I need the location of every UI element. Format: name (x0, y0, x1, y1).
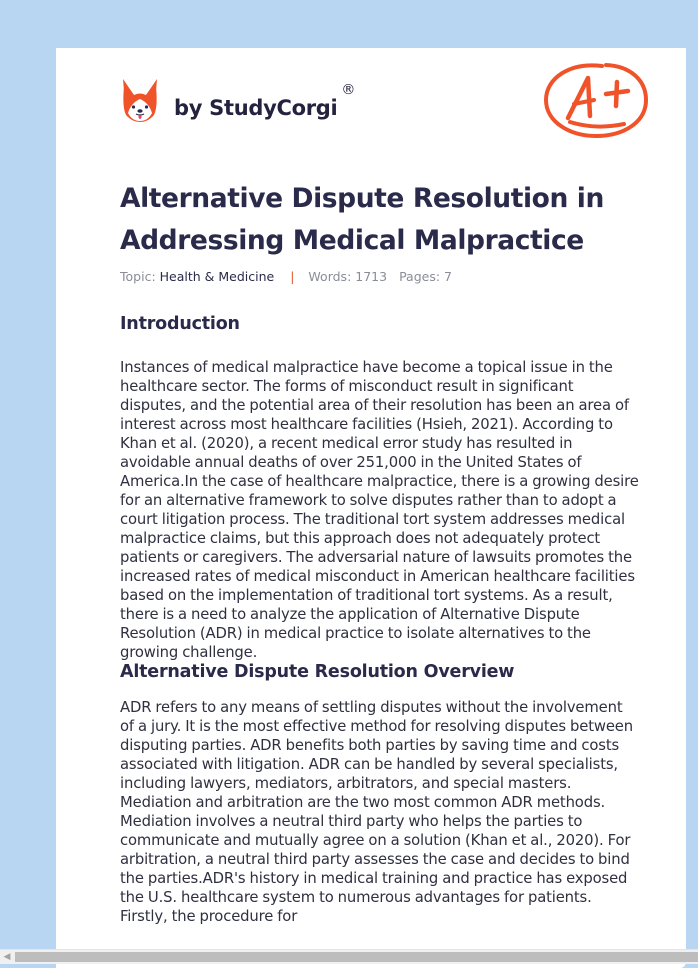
section-heading-adr-overview: Alternative Dispute Resolution Overview (120, 662, 515, 682)
meta-separator: | (290, 269, 295, 284)
section-paragraph-introduction: Instances of medical malpractice have become a topical issue in the healthcare sector. The forms of misconduct result in significant disputes, and the potential area of their resolution has been an area of interest across most healthcare facilities (Hsieh, 2021). According to Khan et al. (2020), a recent medical error study has resulted in avoidable annual deaths of over 251,000 in the United States of America.In the case of healthcare malpractice, there is a growing desire for an alternative framework to solve disputes rather than to adopt a court litigation process. The traditional tort system addresses medical malpractice claims, but this approach does not adequately protect patients or caregivers. The adversarial nature of lawsuits promotes the increased rates of medical misconduct in American healthcare facilities based on the implementation of traditional tort systems. As a result, there is a need to analyze the application of Alternative Dispute Resolution (ADR) in medical practice to isolate alternatives to the growing challenge. (120, 359, 639, 661)
words-label: Words: (308, 269, 352, 284)
topic-label: Topic: (120, 269, 156, 284)
document-meta (120, 269, 452, 284)
logo-text: by StudyCorgi (174, 96, 338, 120)
corgi-head-icon (120, 77, 160, 123)
scrollbar-thumb[interactable] (15, 952, 698, 962)
page-header (120, 74, 650, 144)
words-count: 1713 (355, 269, 388, 284)
topic-link[interactable]: Health & Medicine (159, 269, 275, 284)
scroll-left-arrow-icon[interactable]: ◀ (3, 952, 11, 962)
studycorgi-logo[interactable] (120, 76, 355, 124)
a-plus-grade-icon (540, 60, 650, 140)
document-body (120, 312, 640, 926)
section-paragraph-adr-overview: ADR refers to any means of settling disputes without the involvement of a jury. It is the most effective method for resolving disputes between disputing parties. ADR benefits both parties by saving time and costs associated with litigation. ADR can be handled by several specialists, including lawyers, mediators, arbitrators, and special masters. Mediation and arbitration are the two most common ADR methods. Mediation involves a neutral third party who helps the parties to communicate and mutually agree on a solution (Khan et al., 2020). For arbitration, a neutral third party assesses the case and decides to bind the parties.ADR's history in medical training and practice has exposed the U.S. healthcare system to numerous advantages for patients. Firstly, the procedure for (120, 699, 633, 925)
pages-count: 7 (444, 269, 452, 284)
pages-label: Pages: (399, 269, 441, 284)
section-heading-introduction: Introduction (120, 314, 240, 334)
registered-mark: ® (341, 82, 356, 98)
horizontal-scrollbar[interactable] (0, 949, 698, 964)
document-title: Alternative Dispute Resolution in Addressing Medical Malpractice (120, 183, 604, 256)
document-page (56, 48, 686, 968)
